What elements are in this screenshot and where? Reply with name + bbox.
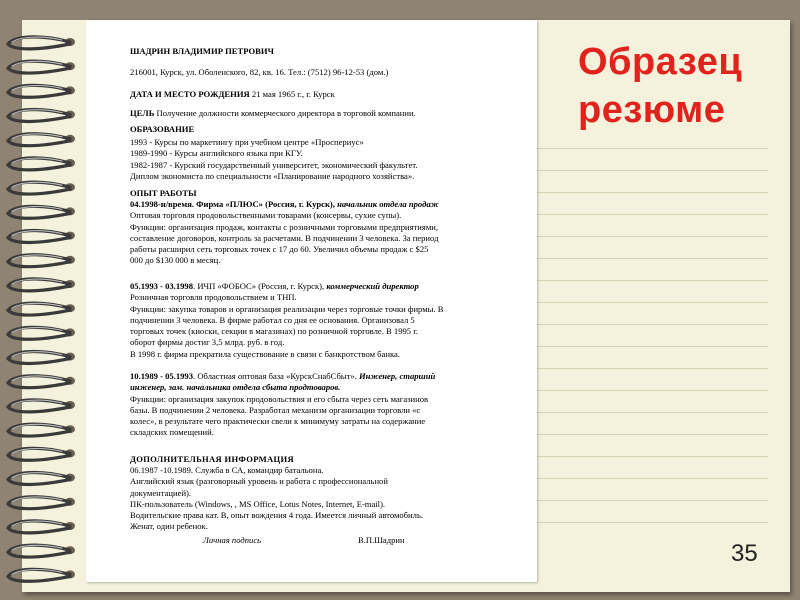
job-2-position: коммерческий директор	[326, 281, 419, 291]
spiral-ring	[8, 521, 70, 533]
experience-heading: ОПЫТ РАБОТЫ	[130, 188, 197, 198]
resume-sheet	[86, 20, 537, 582]
spiral-ring	[8, 85, 70, 97]
spiral-ring	[8, 497, 70, 509]
spiral-ring	[8, 424, 70, 436]
education-item: 1982-1987 - Курский государственный университет, экономический факультет.	[130, 159, 418, 170]
spiral-ring	[8, 37, 70, 49]
spiral-ring	[8, 376, 70, 388]
additional-item: документацией).	[130, 487, 192, 498]
job-1-line: составление договоров, контроль за расчетами. В подчинении 3 человека. За период	[130, 232, 439, 243]
spiral-ring	[8, 327, 70, 339]
job-2-line: Функции: закупка товаров и организация реализации через торговые точки фирмы. В	[130, 303, 444, 314]
job-3-position-cont: инженер, зам. начальника отдела сбыта продтоваров.	[130, 382, 341, 393]
job-3-line: Функции: организация закупок продовольствия и его сбыта через сеть магазинов	[130, 393, 429, 404]
slide-number: 35	[731, 540, 758, 567]
signature-name: В.П.Шадрин	[358, 535, 405, 545]
spiral-ring	[8, 400, 70, 412]
additional-item: ПК-пользователь (Windows, , MS Office, Lotus Notes, Internet, E-mail).	[130, 498, 386, 509]
resume-name: ШАДРИН ВЛАДИМИР ПЕТРОВИЧ	[130, 46, 274, 56]
spiral-binding	[0, 20, 100, 600]
goal-label: ЦЕЛЬ	[130, 108, 155, 118]
job-3	[130, 371, 532, 439]
job-3-dates: 10.1989 - 05.1993	[130, 371, 194, 381]
job-3-line: базы. В подчинении 2 человека. Разработал механизм организации торговли «с	[130, 404, 421, 415]
job-2-org: . ИЧП «ФОБОС» (Россия, г. Курск),	[193, 281, 327, 291]
job-2-title	[130, 281, 532, 292]
job-1-title	[130, 199, 532, 210]
spiral-ring	[8, 352, 70, 364]
spiral-ring	[8, 303, 70, 315]
spiral-ring	[8, 569, 70, 581]
slide-title-line-1: Образец	[578, 41, 743, 83]
resume-address: 216001, Курск, ул. Оболенского, 82, кв. 16. Тел.: (7512) 96-12-53 (дом.)	[130, 67, 389, 77]
birth-label: ДАТА И МЕСТО РОЖДЕНИЯ	[130, 89, 250, 99]
job-1-line: Оптовая торговля продовольственными товарами (консервы, сухие супы).	[130, 210, 402, 221]
job-1	[130, 199, 532, 267]
job-1-line: работы расширил сеть торговых точек с 17 до 60. Увеличил объемы продаж с $25	[130, 244, 429, 255]
job-2-dates: 05.1993 - 03.1998	[130, 281, 194, 291]
education-item: Диплом экономиста по специальности «Планирование народного хозяйства».	[130, 170, 415, 181]
education-heading: ОБРАЗОВАНИЕ	[130, 124, 195, 134]
spiral-ring	[8, 158, 70, 170]
education-item: 1989-1990 - Курсы английского языка при КГУ.	[130, 148, 303, 159]
spiral-ring	[8, 110, 70, 122]
goal-value: Получение должности коммерческого директора в торговой компании.	[154, 108, 416, 118]
additional-item: Английский язык (разговорный уровень и работа с профессиональной	[130, 476, 388, 487]
spiral-ring	[8, 473, 70, 485]
job-2-line: торговых точек (киоски, секции в магазинах) по розничной торговле. В 1995 г.	[130, 326, 418, 337]
signature-label: Личная подпись	[203, 535, 262, 545]
education-list	[130, 137, 532, 182]
spiral-ring	[8, 206, 70, 218]
job-1-dates: 04.1998-н/время	[130, 199, 192, 209]
job-2-line: оборот фирмы достиг 3,5 млрд. руб. в год.	[130, 337, 285, 348]
slide-title-line-2: резюме	[578, 89, 726, 131]
additional-heading: ДОПОЛНИТЕЛЬНАЯ ИНФОРМАЦИЯ	[130, 454, 295, 464]
spiral-ring	[8, 255, 70, 267]
job-1-org: . Фирма «ПЛЮС» (Россия, г. Курск),	[191, 199, 338, 209]
job-2-line: В 1998 г. фирма прекратила существование в связи с банкротством банка.	[130, 348, 400, 359]
job-2-line: подчинении 3 человека. В фирме работал со дня ее основания. Организовал 5	[130, 314, 415, 325]
additional-item: 06.1987 -10.1989. Служба в СА, командир батальона.	[130, 465, 324, 475]
job-3-line: складских помещений.	[130, 427, 214, 438]
additional-item: Женат, один ребенок.	[130, 521, 208, 532]
birth-line	[130, 89, 532, 100]
birth-value: 21 мая 1965 г., г. Курск	[249, 89, 335, 99]
slide-title	[578, 38, 742, 134]
job-3-position: Инженер, старший	[358, 371, 436, 381]
job-1-position: начальник отдела продаж	[337, 199, 439, 209]
spiral-ring	[8, 448, 70, 460]
spiral-ring	[8, 182, 70, 194]
job-2	[130, 281, 532, 360]
job-2-line: Розничная торговля продовольствием и ТНП.	[130, 292, 297, 303]
spiral-ring	[8, 545, 70, 557]
education-item: 1993 - Курсы по маркетингу при учебном центре «Проспериус»	[130, 137, 364, 147]
job-3-line: колес», в результате чего практически свели к минимуму затраты на содержание	[130, 416, 426, 427]
additional-item: Водительские права кат. В, опыт вождения 4 года. Имеется личный автомобиль.	[130, 510, 424, 521]
spiral-ring	[8, 134, 70, 146]
job-3-org: . Областная оптовая база «КурскСнабСбыт».	[193, 371, 359, 381]
spiral-ring	[8, 61, 70, 73]
spiral-ring	[8, 279, 70, 291]
goal-line	[130, 108, 532, 119]
job-1-line: Функции: организация продаж, контакты с розничными торговыми предприятиями,	[130, 221, 439, 232]
spiral-ring	[8, 231, 70, 243]
job-1-line: 000 до $130 000 в месяц.	[130, 255, 221, 266]
additional-list	[130, 465, 532, 533]
job-3-title	[130, 371, 532, 382]
